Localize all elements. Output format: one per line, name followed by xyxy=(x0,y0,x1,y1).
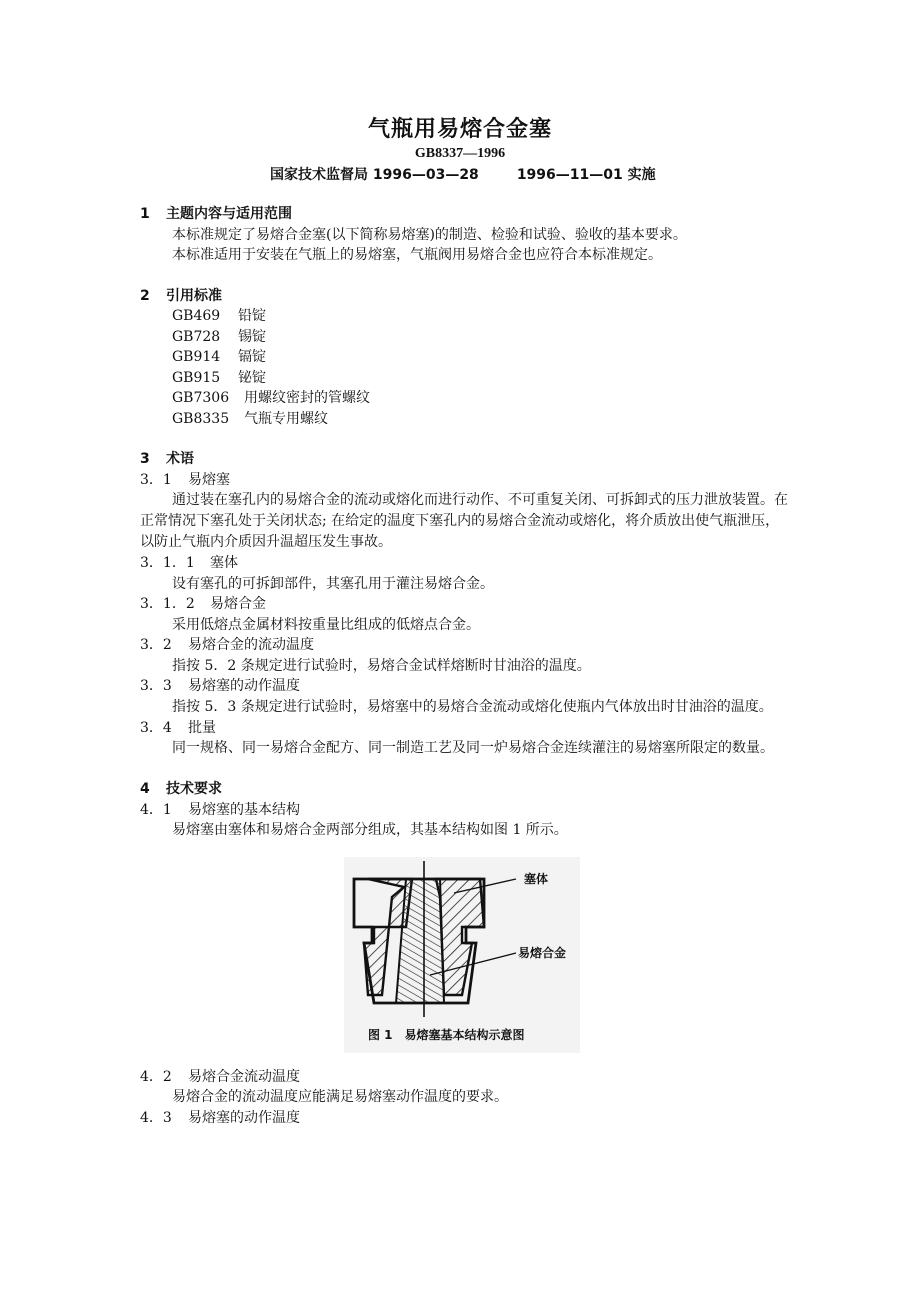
paragraph: 指按 5．3 条规定进行试验时，易熔塞中的易熔合金流动或熔化使瓶内气体放出时甘油浴的温度。 xyxy=(172,698,773,715)
subsection-heading: 3．2 易熔合金的流动温度 xyxy=(140,637,314,653)
figure-caption: 图 1 易熔塞基本结构示意图 xyxy=(368,1027,525,1042)
paragraph: 本标准适用于安装在气瓶上的易熔塞，气瓶阀用易熔合金也应符合本标准规定。 xyxy=(172,247,662,263)
section-heading: 4 技术要求 xyxy=(140,781,222,797)
plug-diagram xyxy=(344,857,580,1053)
implementation-date: 1996—11—01 实施 xyxy=(516,167,656,183)
paragraph: 易熔塞由塞体和易熔合金两部分组成，其基本结构如图 1 所示。 xyxy=(172,822,568,838)
paragraph: 设有塞孔的可拆卸部件，其塞孔用于灌注易熔合金。 xyxy=(172,575,494,592)
document-body xyxy=(140,204,790,1128)
spacer xyxy=(140,266,790,286)
paragraph: 通过装在塞孔内的易熔合金的流动或熔化而进行动作、不可重复关闭、可拆卸式的压力泄放装置。在正常情况下塞孔处于关闭状态; 在给定的温度下塞孔内的易熔合金流动或熔化，将介质放出使气瓶泄压，以防止气瓶内介质因升温超压发生事故。 xyxy=(140,492,788,550)
paragraph: 本标准规定了易熔合金塞(以下简称易熔塞)的制造、检验和试验、验收的基本要求。 xyxy=(172,226,687,243)
reference-item: GB915 铋锭 xyxy=(172,369,266,386)
reference-item: GB8335 气瓶专用螺纹 xyxy=(172,410,328,427)
paragraph: 指按 5．2 条规定进行试验时，易熔合金试样熔断时甘油浴的温度。 xyxy=(172,657,591,674)
subsection-heading: 3．3 易熔塞的动作温度 xyxy=(140,678,300,694)
reference-item: GB914 镉锭 xyxy=(172,349,266,365)
subsection-heading: 3．1 易熔塞 xyxy=(140,471,230,488)
spacer xyxy=(140,759,790,779)
section-heading: 1 主题内容与适用范围 xyxy=(140,206,292,222)
paragraph: 采用低熔点金属材料按重量比组成的低熔点合金。 xyxy=(172,616,480,633)
subsection-heading: 4．2 易熔合金流动温度 xyxy=(140,1068,300,1085)
section-heading: 2 引用标准 xyxy=(140,287,222,304)
reference-item: GB728 锡锭 xyxy=(172,328,266,345)
section-heading: 3 术语 xyxy=(140,451,194,467)
label-body: 塞体 xyxy=(524,871,549,886)
subsection-heading: 3．1．1 塞体 xyxy=(140,555,238,571)
standard-number: GB8337—1996 xyxy=(414,146,506,161)
subsection-heading: 3．1．2 易熔合金 xyxy=(140,596,266,612)
issuer-line xyxy=(270,164,790,184)
subsection-heading: 4．3 易熔塞的动作温度 xyxy=(140,1109,300,1126)
reference-item: GB7306 用螺纹密封的管螺纹 xyxy=(172,390,370,406)
paragraph: 同一规格、同一易熔合金配方、同一制造工艺及同一炉易熔合金连续灌注的易熔塞所限定的数量。 xyxy=(172,740,774,756)
paragraph: 易熔合金的流动温度应能满足易熔塞动作温度的要求。 xyxy=(172,1089,508,1105)
label-alloy: 易熔合金 xyxy=(518,945,567,960)
subsection-heading: 4．1 易熔塞的基本结构 xyxy=(140,801,300,818)
document-title: 气瓶用易熔合金塞 xyxy=(367,117,552,142)
subsection-heading: 3．4 批量 xyxy=(140,719,216,736)
figure-fusible-plug xyxy=(344,857,580,1053)
reference-item: GB469 铅锭 xyxy=(172,308,266,324)
issuer-date: 国家技术监督局 1996—03—28 xyxy=(270,167,479,183)
spacer xyxy=(140,429,790,449)
